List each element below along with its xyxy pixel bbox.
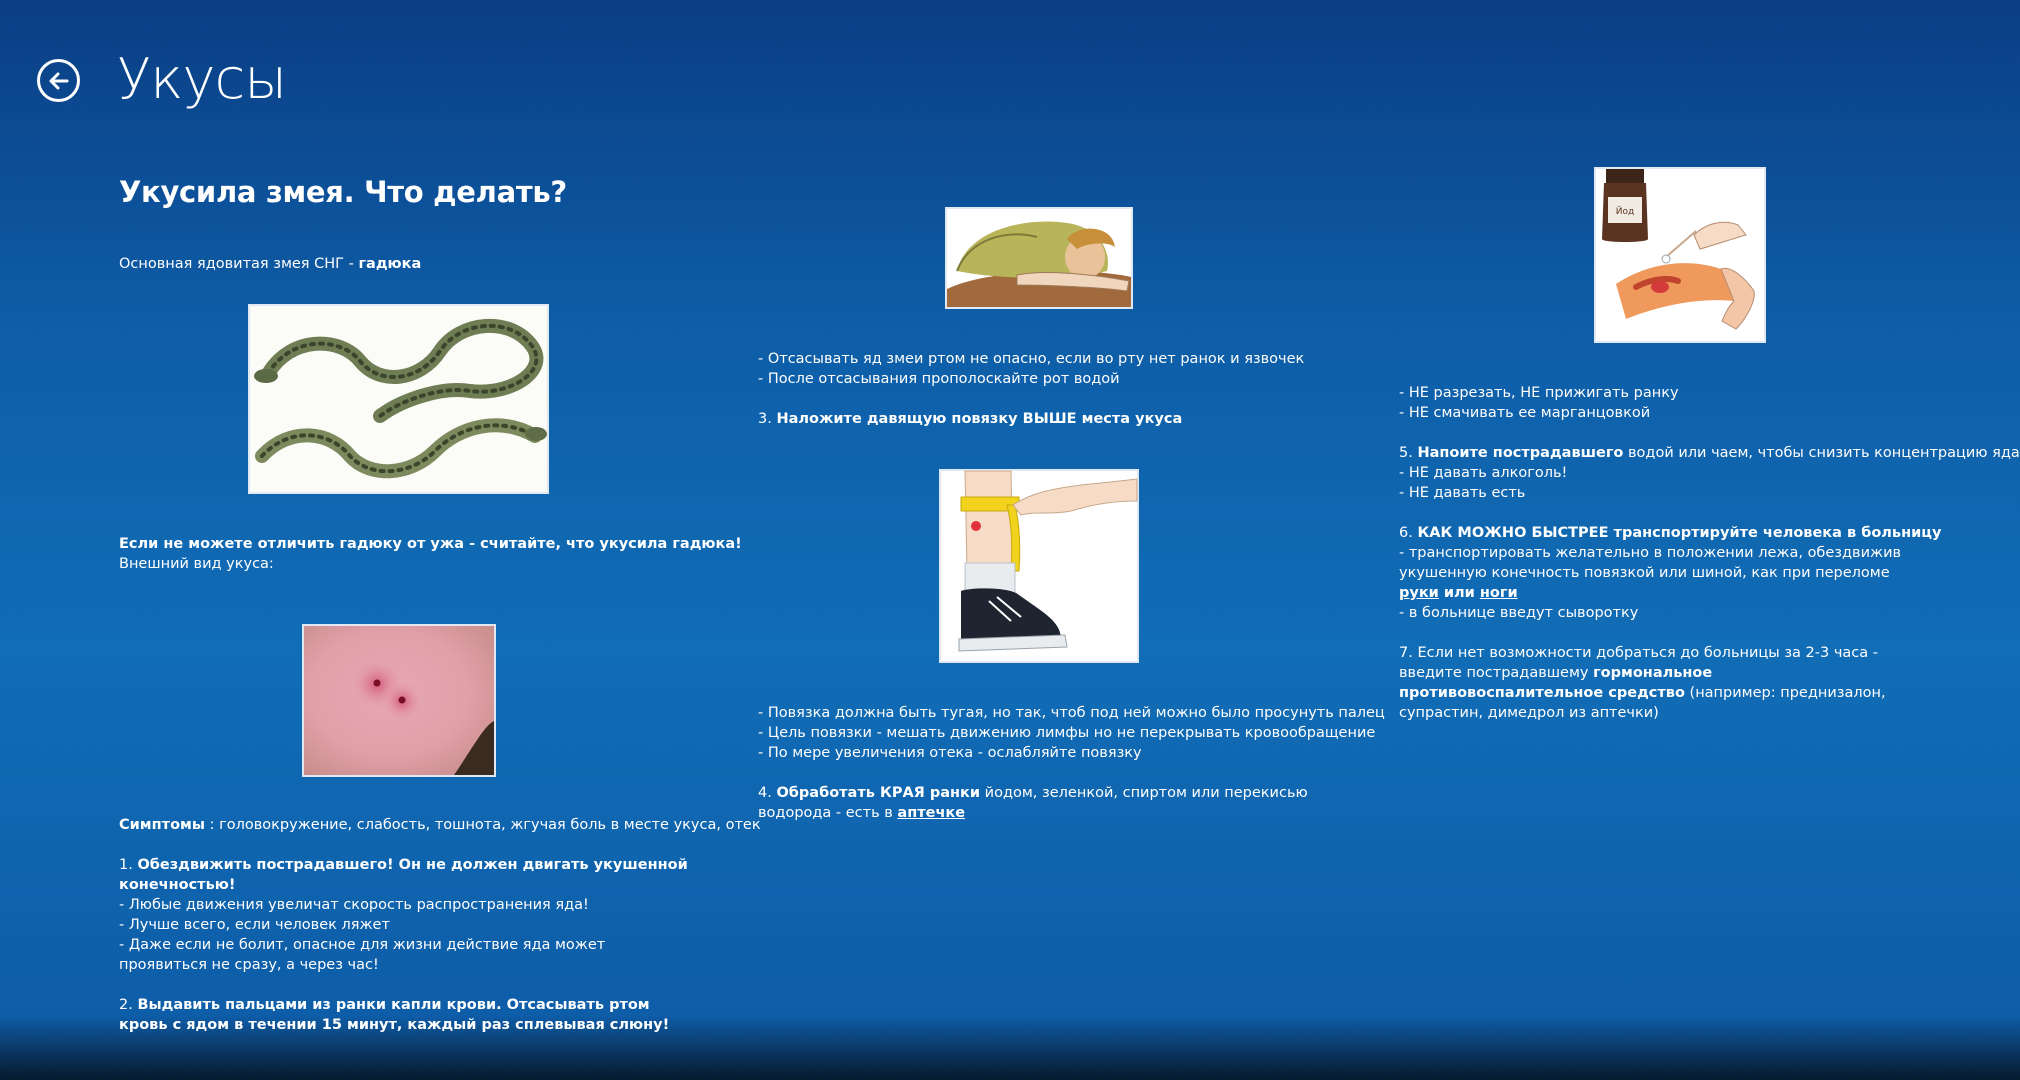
viper-image bbox=[248, 304, 549, 494]
suction-line-1: - Отсасывать яд змеи ртом не опасно, если во рту нет ранок и язвочек bbox=[758, 351, 1305, 367]
viper-name: гадюка bbox=[358, 256, 422, 272]
arm-fracture-link[interactable]: руки bbox=[1399, 585, 1439, 601]
iodine-label: Йод bbox=[1615, 207, 1635, 217]
wound-line-2: - НЕ смачивать ее марганцовкой bbox=[1399, 405, 1651, 421]
article-column-2 bbox=[758, 200, 1385, 823]
first-aid-kit-link[interactable]: аптечке bbox=[897, 805, 966, 821]
bandage-image bbox=[939, 469, 1139, 663]
bandage-line-1: - Повязка должна быть тугая, но так, чтоб под ней можно было просунуть палец bbox=[758, 705, 1385, 721]
bite-look-text: Внешний вид укуса: bbox=[119, 556, 274, 572]
article-column-1 bbox=[119, 160, 761, 1035]
bite-mark-image bbox=[302, 624, 496, 777]
step-5-line-1: - НЕ давать алкоголь! bbox=[1399, 465, 1568, 481]
warning-paragraph: Если не можете отличить гадюку от ужа - считайте, что укусила гадюка! bbox=[119, 536, 742, 552]
step-1-line-2: - Лучше всего, если человек ляжет bbox=[119, 917, 390, 933]
step-7-paragraph: 7. Если нет возможности добраться до больницы за 2-3 часа - введите пострадавшему гормональное противовоспалительное средство (например: преднизалон, супрастин, димедрол из аптечки) bbox=[1399, 645, 1886, 721]
step-1-heading: 1. Обездвижить пострадавшего! Он не должен двигать укушенной конечностью! bbox=[119, 857, 688, 893]
step-6-line-2: - в больнице введут сыворотку bbox=[1399, 605, 1639, 621]
article-column-3 bbox=[1399, 160, 2020, 723]
wound-line-1: - НЕ разрезать, НЕ прижигать ранку bbox=[1399, 385, 1679, 401]
intro-paragraph: Основная ядовитая змея СНГ - гадюка bbox=[119, 256, 422, 272]
step-3-heading: 3. Наложите давящую повязку ВЫШЕ места укуса bbox=[758, 411, 1183, 427]
step-1-line-3: - Даже если не болит, опасное для жизни действие яда может проявиться не сразу, а через час! bbox=[119, 937, 606, 973]
suction-image bbox=[945, 207, 1133, 309]
symptoms-paragraph: Симптомы : головокружение, слабость, тошнота, жгучая боль в месте укуса, отек bbox=[119, 817, 761, 833]
leg-fracture-link[interactable]: ноги bbox=[1479, 585, 1518, 601]
step-5-heading: 5. Напоите пострадавшего водой или чаем, чтобы снизить концентрацию яда bbox=[1399, 445, 2020, 461]
iodine-image bbox=[1594, 167, 1766, 343]
back-arrow-icon bbox=[47, 69, 71, 93]
bandage-line-2: - Цель повязки - мешать движению лимфы но не перекрывать кровообращение bbox=[758, 725, 1376, 741]
step-4-heading: 4. Обработать КРАЯ ранки йодом, зеленкой, спиртом или перекисью водорода - есть в аптечке bbox=[758, 785, 1308, 821]
suction-line-2: - После отсасывания прополоскайте рот водой bbox=[758, 371, 1120, 387]
bandage-line-3: - По мере увеличения отека - ослабляйте повязку bbox=[758, 745, 1142, 761]
back-button[interactable] bbox=[37, 59, 80, 102]
article-title: Укусила змея. Что делать? bbox=[119, 175, 567, 209]
step-6-line-1: - транспортировать желательно в положении лежа, обездвижив укушенную конечность повязкой или шиной, как при переломе руки или ноги bbox=[1399, 545, 1902, 601]
page-title: Укусы bbox=[117, 47, 287, 112]
step-1-line-1: - Любые движения увеличат скорость распространения яда! bbox=[119, 897, 589, 913]
step-5-line-2: - НЕ давать есть bbox=[1399, 485, 1526, 501]
step-2-heading: 2. Выдавить пальцами из ранки капли крови. Отсасывать ртом кровь с ядом в течении 15 минут, каждый раз сплевывая слюну! bbox=[119, 997, 670, 1033]
step-6-heading: 6. КАК МОЖНО БЫСТРЕЕ транспортируйте человека в больницу bbox=[1399, 525, 1942, 541]
